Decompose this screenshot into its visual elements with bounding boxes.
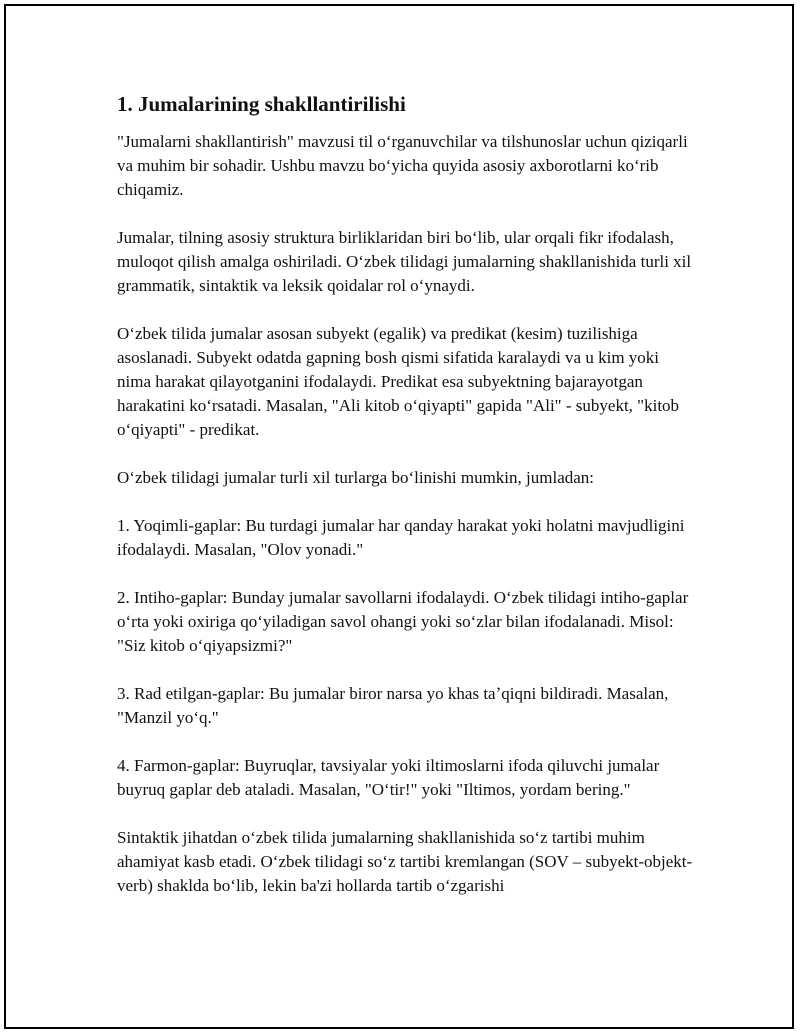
document-body — [117, 90, 697, 922]
paragraph-definition: Jumalar, tilning asosiy struktura birliklaridan biri boʻlib, ular orqali fikr ifodalash, muloqot qilish amalga oshiriladi. Oʻzbek tilidagi jumalarning shakllanishida turli xil grammatik, sintaktik va leksik qoidalar rol oʻynaydi. — [117, 228, 692, 295]
paragraph-word-order: Sintaktik jihatdan oʻzbek tilida jumalarning shakllanishida soʻz tartibi muhim ahamiyat kasb etadi. Oʻzbek tilidagi soʻz tartibi kremlangan (SOV – subyekt-objekt-verb) shaklda boʻlib, lekin ba'zi hollarda tartib oʻzgarishi — [117, 828, 693, 895]
paragraph-structure: Oʻzbek tilida jumalar asosan subyekt (egalik) va predikat (kesim) tuzilishiga asoslanadi. Subyekt odatda gapning bosh qismi sifatida karalaydi va u kim yoki nima harakat qilayotganini ifodalaydi. Predikat esa subyektning bajarayotgan harakatini koʻrsatadi. Masalan, "Ali kitob oʻqiyapti" gapida "Ali" - subyekt, "kitob oʻqiyapti" - predikat. — [117, 324, 680, 439]
paragraph-types-intro: Oʻzbek tilidagi jumalar turli xil turlarga boʻlinishi mumkin, jumladan: — [117, 468, 595, 487]
list-item-type-2: 2. Intiho-gaplar: Bunday jumalar savollarni ifodalaydi. Oʻzbek tilidagi intiho-gaplar oʻrta yoki oxiriga qoʻyiladigan savol ohangi yoki soʻzlar bilan ifodalanadi. Misol: "Siz kitob oʻqiyapsizmi?" — [117, 588, 689, 655]
paragraph-intro: "Jumalarni shakllantirish" mavzusi til oʻrganuvchilar va tilshunoslar uchun qiziqarli va muhim bir sohadir. Ushbu mavzu boʻyicha quyida asosiy axborotlarni koʻrib chiqamiz. — [117, 132, 688, 199]
list-item-type-3: 3. Rad etilgan-gaplar: Bu jumalar biror narsa yo khas taʼqiqni bildiradi. Masalan, "Manzil yoʻq." — [117, 684, 669, 727]
section-title: 1. Jumalarining shakllantirilishi — [117, 92, 406, 116]
list-item-type-4: 4. Farmon-gaplar: Buyruqlar, tavsiyalar yoki iltimoslarni ifoda qiluvchi jumalar buyruq gaplar deb ataladi. Masalan, "Oʻtir!" yoki "Iltimos, yordam bering." — [117, 756, 660, 799]
list-item-type-1: 1. Yoqimli-gaplar: Bu turdagi jumalar har qanday harakat yoki holatni mavjudligini ifodalaydi. Masalan, "Olov yonadi." — [117, 516, 685, 559]
